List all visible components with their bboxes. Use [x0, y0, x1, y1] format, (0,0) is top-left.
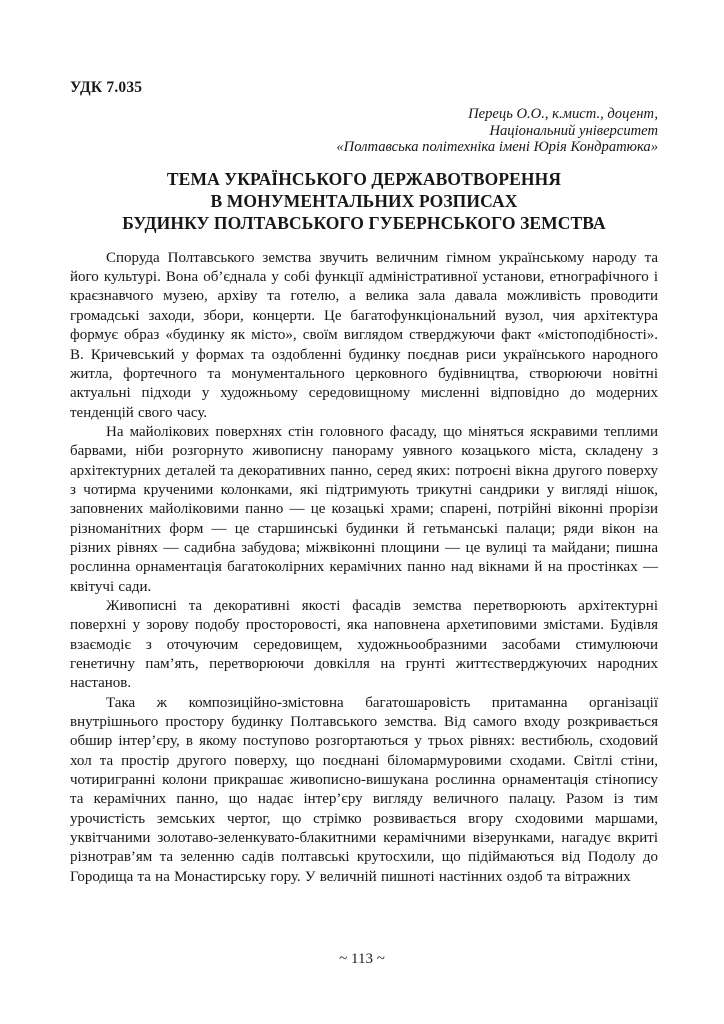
author-affiliation-line: «Полтавська політехніка імені Юрія Кондратюка» [336, 139, 658, 156]
article-body [70, 249, 658, 887]
paper-title-line: ТЕМА УКРАЇНСЬКОГО ДЕРЖАВОТВОРЕННЯ [166, 168, 562, 189]
body-paragraph: Така ж композиційно-змістовна багатошаровість притаманна організації внутрішнього простору будинку Полтавського земства. Від самого входу розкривається обшир інтер’єру, в якому поступово розгортаються у трьох рівнях: вестибюль, сходовий хол та простір другого поверху, що поєднані біломармуровими сходами. Світлі стіни, чотиригранні колони прикрашає живописно-вишукана рослинна орнаментація стінопису та керамічних панно, що надає інтер’єру вигляду величного палацу. Разом із тим урочистість земських чертог, що стрімко розвивається вгору сходовими маршами, уквітчаними золотаво-зеленкувато-блакитними керамічними візерунками, нагадує вкриті різнотрав’ям та зеленню садів полтавські крутосхили, що підіймаються від Подолу до Городища та на Монастирську гору. У величній пишноті настінних оздоб та вітражних [70, 694, 658, 885]
author-name-line: Перець О.О., к.мист., доцент, [468, 106, 658, 122]
paper-title [70, 168, 658, 234]
paper-title-line: БУДИНКУ ПОЛТАВСЬКОГО ГУБЕРНСЬКОГО ЗЕМСТВА [122, 212, 606, 233]
author-block [70, 106, 658, 156]
body-paragraph: Споруда Полтавського земства звучить величним гімном українському народу та його культурі. Вона об’єднала у собі функції адміністративної установи, етнографічного і краєзнавчого музею, архіву та готелю, а велика зала давала можливість проводити громадські заходи, збори, концерти. Це багатофункціональний вузол, чия архітектура формує образ «будинку як місто», своїм виглядом стверджуючи факт «містоподібності». В. Кричевський у формах та оздобленні будинку поєднав риси українського народного житла, фортечного та монументального церковного будівництва, створюючи новітні актуальні підходи у художньому середовищному мисленні відповідно до модерних тенденцій свого часу. [70, 249, 658, 421]
body-paragraph: Живописні та декоративні якості фасадів земства перетворюють архітектурні поверхні у зорову подобу просторовості, яка наповнена архетиповими змістами. Будівля взаємодіє з оточуючим середовищем, художньообразними засобами стимулюючи генетичну пам’ять, перетворюючи довкілля на грунті життєстверджуючих народних настанов. [70, 597, 658, 692]
page-number: ~ 113 ~ [339, 951, 385, 967]
author-affiliation-line: Національний університет [489, 122, 658, 139]
body-paragraph: На майолікових поверхнях стін головного фасаду, що міняться яскравими теплими барвами, ніби розгорнуто живописну панораму уявного козацького міста, складену з архітектурних деталей та декоративних панно, серед яких: потроєні вікна другого поверху з чотирма крученими колонками, які підтримують трикутні сандрики у вигляді нішок, заповнених майоліковими панно — це козацькі храми; спарені, потрійні віконні прорізи різноманітних форм — це старшинські будинки й гетьманські палаци; ряди вікон на різних рівнях — садибна забудова; міжвіконні площини — це вулиці та майдани; пишна рослинна орнаментація багатоколірних керамічних панно над вікнами й на простінках — квітучі сади. [70, 423, 658, 595]
paper-title-line: В МОНУМЕНТАЛЬНИХ РОЗПИСАХ [210, 190, 518, 211]
udc-code: УДК 7.035 [70, 79, 143, 96]
